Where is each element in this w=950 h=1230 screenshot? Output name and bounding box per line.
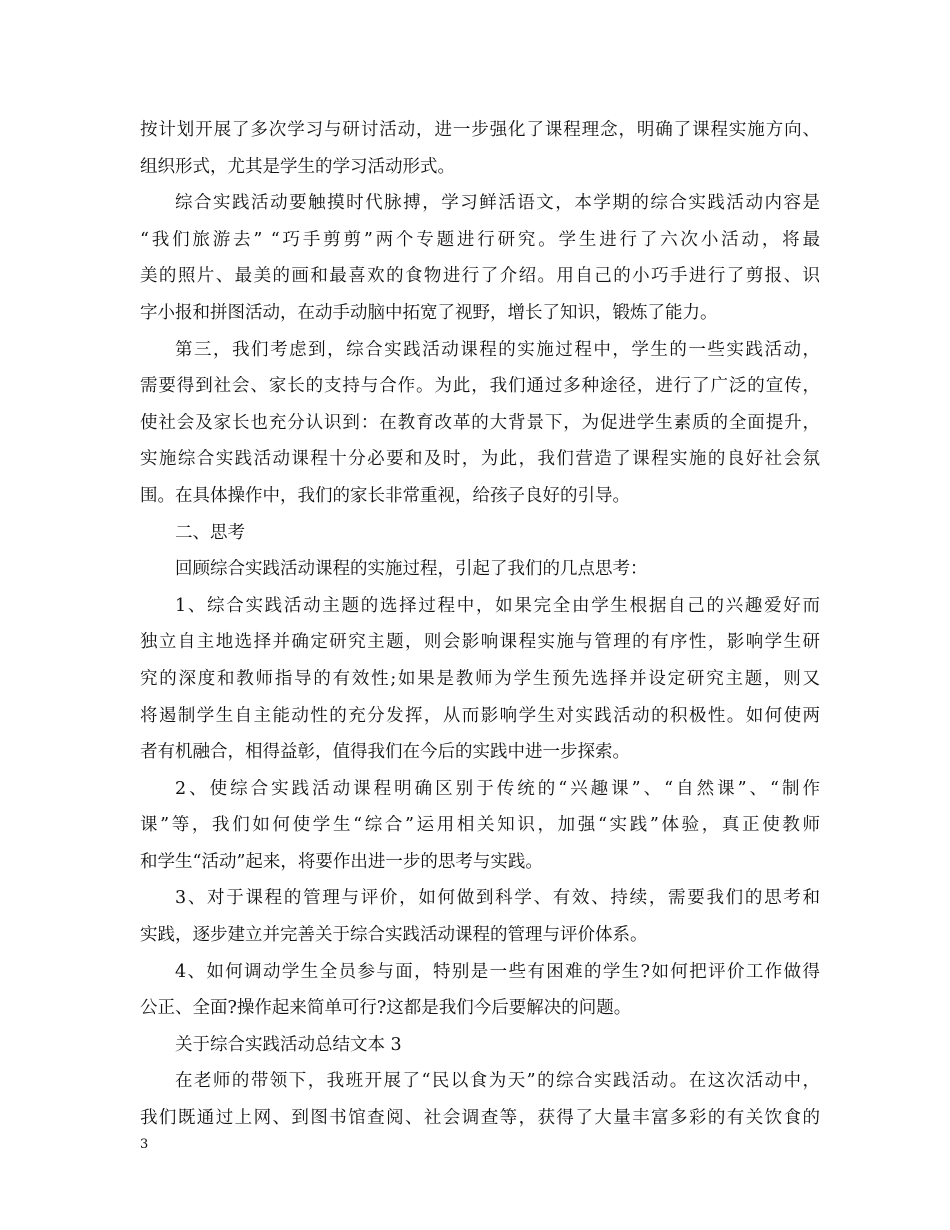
text-line: 课”等，我们如何使学生“综合”运用相关知识，加强“实践”体验，真正使教师 [140, 815, 820, 836]
text-line: 回顾综合实践活动课程的实施过程，引起了我们的几点思考： [175, 559, 648, 580]
text-line: 1、综合实践活动主题的选择过程中，如果完全由学生根据自己的兴趣爱好而 [175, 595, 820, 616]
page-number: 3 [140, 1137, 149, 1152]
text-line: 者有机融合，相得益彰，值得我们在今后的实践中进一步探索。 [140, 742, 630, 763]
text-line: 公正、全面?操作起来简单可行?这都是我们今后要解决的问题。 [140, 998, 632, 1019]
text-line: 实践，逐步建立并完善关于综合实践活动课程的管理与评价体系。 [140, 925, 648, 946]
text-line: 字小报和拼图活动，在动手动脑中拓宽了视野，增长了知识，锻炼了能力。 [140, 302, 718, 323]
text-line: 围。在具体操作中，我们的家长非常重视，给孩子良好的引导。 [140, 485, 630, 506]
text-line: 和学生“活动”起来，将要作出进一步的思考与实践。 [140, 851, 543, 872]
text-line: 使社会及家长也充分认识到：在教育改革的大背景下，为促进学生素质的全面提升， [140, 412, 820, 433]
text-line: 第三，我们考虑到，综合实践活动课程的实施过程中，学生的一些实践活动， [175, 339, 820, 360]
text-line: 综合实践活动要触摸时代脉搏，学习鲜活语文，本学期的综合实践活动内容是 [175, 193, 820, 214]
text-line: 美的照片、最美的画和最喜欢的食物进行了介绍。用自己的小巧手进行了剪报、识 [140, 266, 820, 287]
text-line: 3、对于课程的管理与评价，如何做到科学、有效、持续，需要我们的思考和 [175, 888, 820, 909]
text-line: 我们既通过上网、到图书馆查阅、社会调查等，获得了大量丰富多彩的有关饮食的 [140, 1108, 820, 1129]
text-line: 究的深度和教师指导的有效性;如果是教师为学生预先选择并设定研究主题，则又 [140, 668, 820, 689]
text-line: 组织形式，尤其是学生的学习活动形式。 [140, 156, 455, 177]
text-line: 按计划开展了多次学习与研讨活动，进一步强化了课程理念，明确了课程实施方向、 [140, 120, 820, 140]
text-line: 关于综合实践活动总结文本 3 [175, 1034, 402, 1055]
text-line: “我们旅游去” “巧手剪剪”两个专题进行研究。学生进行了六次小活动，将最 [140, 229, 820, 250]
text-line: 2、使综合实践活动课程明确区别于传统的“兴趣课”、“自然课”、“制作 [175, 778, 820, 799]
text-line: 将遏制学生自主能动性的充分发挥，从而影响学生对实践活动的积极性。如何使两 [140, 705, 820, 726]
text-line: 需要得到社会、家长的支持与合作。为此，我们通过多种途径，进行了广泛的宣传， [140, 376, 820, 397]
text-line: 实施综合实践活动课程十分必要和及时，为此，我们营造了课程实施的良好社会氛 [140, 449, 820, 470]
text-line: 4、如何调动学生全员参与面，特别是一些有困难的学生?如何把评价工作做得 [175, 961, 820, 982]
text-line: 在老师的带领下，我班开展了“民以食为天”的综合实践活动。在这次活动中， [175, 1071, 820, 1092]
text-line: 二、思考 [175, 522, 245, 543]
document-body [140, 112, 820, 1137]
text-line: 独立自主地选择并确定研究主题，则会影响课程实施与管理的有序性，影响学生研 [140, 632, 820, 653]
